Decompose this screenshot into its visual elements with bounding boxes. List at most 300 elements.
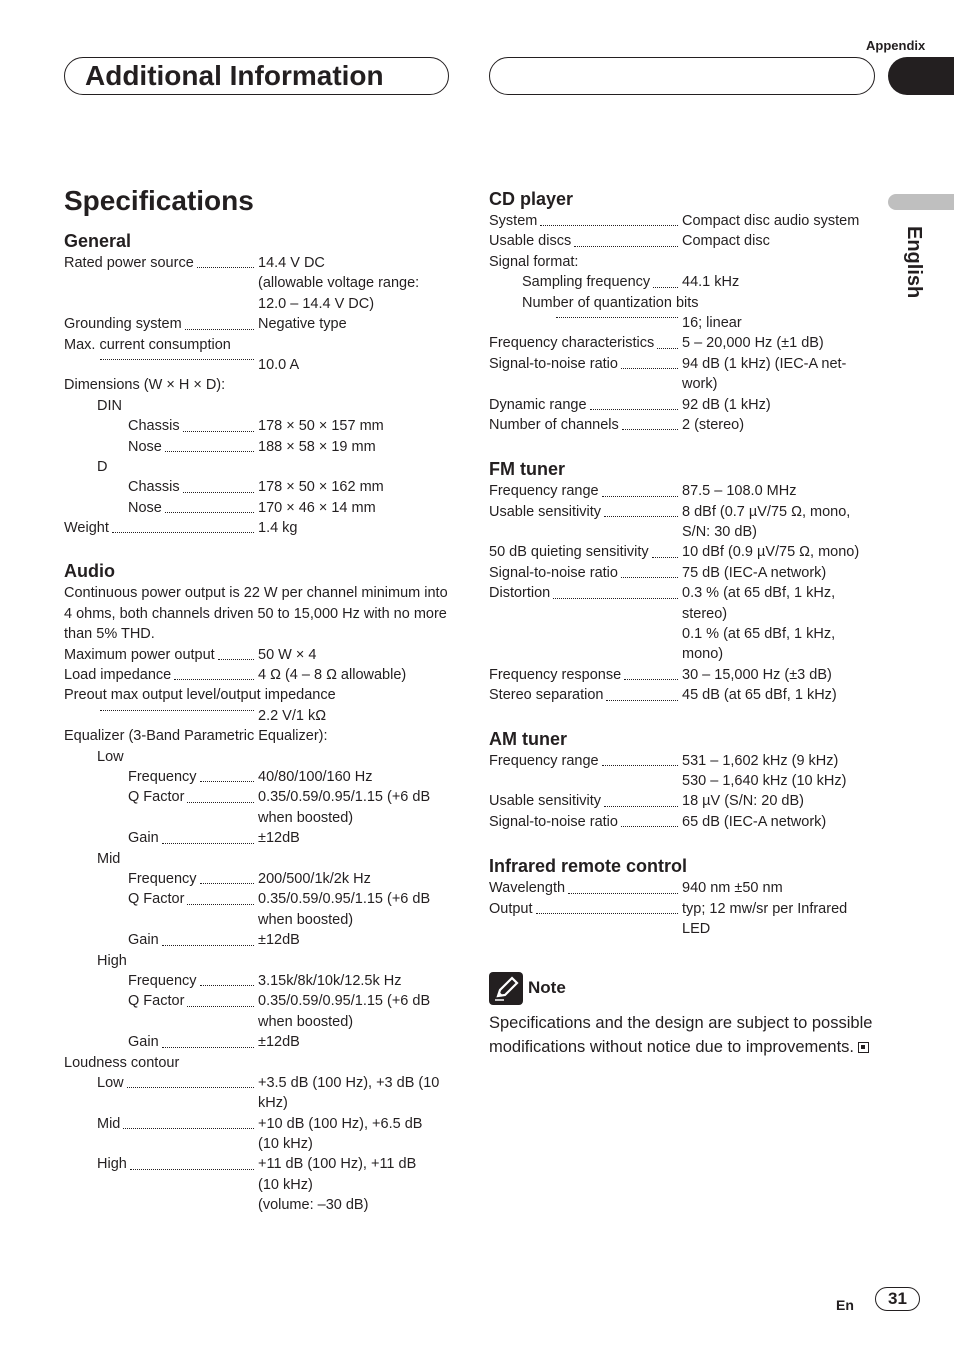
- spec-row: [489, 583, 879, 603]
- spec-row: [489, 415, 879, 435]
- spec-label: [97, 1114, 254, 1134]
- spec-value: (10 kHz): [258, 1176, 313, 1193]
- spec-value: 92 dB (1 kHz): [682, 396, 771, 413]
- spec-value: 2 (stereo): [682, 416, 745, 433]
- spec-label: [97, 706, 254, 716]
- spec-row: [64, 1032, 454, 1052]
- spec-value: when boosted): [258, 809, 354, 826]
- spec-label: [128, 889, 254, 909]
- spec-row: [64, 1012, 454, 1032]
- spec-value: 75 dB (IEC-A network): [682, 564, 827, 581]
- spec-row: [64, 375, 454, 395]
- spec-row: [64, 457, 454, 477]
- spec-label-text: Low: [97, 1073, 127, 1093]
- spec-label-text: Gain: [128, 1032, 162, 1052]
- spec-value: work): [682, 376, 718, 393]
- spec-row: [64, 1093, 454, 1113]
- am-tuner-spec-list: [489, 751, 879, 833]
- spec-label-text: Frequency response: [489, 665, 624, 685]
- dot-leader: [123, 1124, 254, 1129]
- cd-player-spec-list: [489, 211, 879, 435]
- spec-row: [489, 542, 879, 562]
- dot-leader: [197, 263, 254, 268]
- spec-row: [489, 333, 879, 353]
- spec-row: [489, 522, 879, 542]
- spec-label-text: Mid: [97, 1114, 123, 1134]
- spec-label: [522, 293, 702, 313]
- spec-row: [64, 437, 454, 457]
- spec-value: 0.35/0.59/0.95/1.15 (+6 dB: [258, 789, 431, 806]
- spec-label-text: Nose: [128, 498, 165, 518]
- dot-leader: [621, 573, 678, 578]
- spec-row: [64, 849, 454, 869]
- spec-label-text: Frequency characteristics: [489, 333, 657, 353]
- spec-row: [489, 791, 879, 811]
- spec-value: 30 – 15,000 Hz (±3 dB): [682, 666, 832, 683]
- spec-row: [64, 1154, 454, 1174]
- spec-label: [522, 272, 678, 292]
- spec-label: [489, 685, 678, 705]
- spec-label-text: 50 dB quieting sensitivity: [489, 542, 652, 562]
- spec-row: [64, 869, 454, 889]
- spec-value: 10 dBf (0.9 µV/75 Ω, mono): [682, 544, 860, 561]
- spec-label: [553, 313, 678, 323]
- spec-label: [97, 1073, 254, 1093]
- spec-label: [64, 645, 254, 665]
- spec-value: 16; linear: [682, 314, 742, 331]
- spec-label-text: Gain: [128, 930, 162, 950]
- spec-value: 50 W × 4: [258, 646, 317, 663]
- spec-row: [489, 685, 879, 705]
- spec-label-text: Sampling frequency: [522, 272, 653, 292]
- spec-row: [64, 1114, 454, 1134]
- spec-label: [97, 396, 125, 416]
- spec-row: [489, 878, 879, 898]
- spec-label-text: Weight: [64, 518, 112, 538]
- cd-player-heading: CD player: [489, 189, 574, 209]
- spec-label-text: Nose: [128, 437, 165, 457]
- spec-value: LED: [682, 920, 711, 937]
- spec-label-text: Gain: [128, 828, 162, 848]
- spec-label-text: Distortion: [489, 583, 553, 603]
- spec-value: stereo): [682, 605, 728, 622]
- spec-label: [489, 542, 678, 562]
- spec-label-text: Frequency: [128, 971, 200, 991]
- spec-label: [128, 437, 254, 457]
- spec-value: 0.1 % (at 65 dBf, 1 kHz,: [682, 626, 836, 643]
- spec-row: [489, 563, 879, 583]
- spec-value: 0.35/0.59/0.95/1.15 (+6 dB: [258, 891, 431, 908]
- spec-row: [64, 910, 454, 930]
- right-column: [489, 187, 879, 939]
- spec-value: Compact disc audio system: [682, 213, 860, 229]
- spec-row: [489, 252, 879, 272]
- spec-value: 4 Ω (4 – 8 Ω allowable): [258, 667, 407, 684]
- spec-row: [64, 273, 454, 293]
- spec-label-text: Usable sensitivity: [489, 791, 604, 811]
- spec-row: [489, 395, 879, 415]
- spec-row: [489, 604, 879, 624]
- spec-label: [64, 1053, 182, 1073]
- note-body: Specifications and the design are subject to possible modifications without notice due to improvements.: [489, 1014, 873, 1056]
- spec-label: [489, 791, 678, 811]
- spec-label-text: Usable sensitivity: [489, 502, 604, 522]
- spec-label-text: Load impedance: [64, 665, 174, 685]
- spec-label-text: Rated power source: [64, 253, 197, 273]
- spec-row: [64, 991, 454, 1011]
- spec-row: [64, 498, 454, 518]
- note-label: Note: [528, 978, 566, 997]
- spec-label-text: Maximum power output: [64, 645, 218, 665]
- spec-label-text: Usable discs: [489, 231, 574, 251]
- spec-row: [489, 751, 879, 771]
- spec-value: when boosted): [258, 911, 354, 928]
- spec-row: [64, 416, 454, 436]
- spec-label: [128, 1032, 254, 1052]
- spec-row: [64, 355, 454, 375]
- spec-value: 940 nm ±50 nm: [682, 880, 783, 897]
- side-language-label: English: [903, 226, 925, 299]
- spec-label-text: Chassis: [128, 416, 183, 436]
- spec-value: 94 dB (1 kHz) (IEC-A net-: [682, 355, 847, 372]
- spec-value: 531 – 1,602 kHz (9 kHz): [682, 752, 839, 769]
- spec-row: [489, 899, 879, 919]
- spec-row: [64, 1195, 454, 1215]
- spec-label: [64, 253, 254, 273]
- spec-row: [489, 293, 879, 313]
- spec-label: [489, 231, 678, 251]
- spec-label: [128, 787, 254, 807]
- spec-label-text: Output: [489, 899, 536, 919]
- spec-value: 3.15k/8k/10k/12.5k Hz: [258, 972, 402, 989]
- dot-leader: [604, 512, 678, 517]
- spec-value: kHz): [258, 1095, 288, 1112]
- spec-row: [489, 481, 879, 501]
- spec-label: [64, 518, 254, 538]
- footer-language: En: [836, 1297, 854, 1313]
- spec-label: [128, 498, 254, 518]
- dot-leader: [200, 777, 254, 782]
- spec-row: [64, 314, 454, 334]
- spec-value: 2.2 V/1 kΩ: [258, 707, 327, 724]
- spec-value: 14.4 V DC: [258, 255, 325, 271]
- audio-heading: Audio: [64, 561, 115, 582]
- spec-label: [128, 930, 254, 950]
- spec-value: +3.5 dB (100 Hz), +3 dB (10: [258, 1074, 440, 1091]
- side-tab-marker: [888, 194, 954, 210]
- dot-leader: [553, 594, 678, 599]
- dot-leader: [621, 822, 678, 827]
- dot-leader: [130, 1165, 254, 1170]
- header-tab: [888, 57, 954, 95]
- spec-label: [64, 685, 339, 705]
- spec-value: 40/80/100/160 Hz: [258, 769, 373, 786]
- spec-label-text: Signal-to-noise ratio: [489, 812, 621, 832]
- spec-label-text: Signal-to-noise ratio: [489, 354, 621, 374]
- spec-label-text: Chassis: [128, 477, 183, 497]
- dot-leader: [183, 427, 254, 432]
- header-blank-frame: [489, 57, 875, 95]
- spec-value: typ; 12 mw/sr per Infrared: [682, 900, 848, 917]
- spec-row: [489, 374, 879, 394]
- spec-row: [64, 253, 454, 273]
- spec-row: [64, 951, 454, 971]
- spec-value: 10.0 A: [258, 356, 300, 373]
- spec-row: [64, 685, 454, 705]
- spec-label: [97, 355, 254, 365]
- dot-leader: [604, 802, 678, 807]
- spec-label-text: Max. current consumption: [64, 335, 234, 355]
- spec-value: (allowable voltage range:: [258, 275, 420, 292]
- spec-label: [489, 751, 678, 771]
- dot-leader: [602, 761, 678, 766]
- spec-value: mono): [682, 646, 724, 663]
- spec-label-text: Signal format:: [489, 252, 581, 272]
- spec-label: [489, 333, 678, 353]
- am-tuner-heading: AM tuner: [489, 728, 567, 749]
- dot-leader: [127, 1083, 254, 1088]
- spec-row: [64, 889, 454, 909]
- spec-row: [64, 706, 454, 726]
- audio-spec-list: [64, 645, 454, 1216]
- spec-label: [489, 415, 678, 435]
- spec-label-text: Frequency range: [489, 481, 602, 501]
- spec-value: 0.35/0.59/0.95/1.15 (+6 dB: [258, 993, 431, 1010]
- spec-value: 188 × 58 × 19 mm: [258, 438, 376, 455]
- audio-intro: Continuous power output is 22 W per channel minimum into 4 ohms, both channels driven 50 to 15,000 Hz with no more than 5% THD.: [64, 585, 448, 643]
- spec-label: [489, 878, 678, 898]
- spec-value: 45 dB (at 65 dBf, 1 kHz): [682, 687, 837, 704]
- spec-row: [489, 665, 879, 685]
- spec-row: [64, 808, 454, 828]
- appendix-label: Appendix: [866, 38, 926, 53]
- dot-leader: [622, 425, 678, 430]
- spec-row: [64, 930, 454, 950]
- note-text: [489, 1012, 874, 1059]
- dot-leader: [652, 553, 678, 558]
- dot-leader: [200, 981, 254, 986]
- spec-value: 12.0 – 14.4 V DC): [258, 295, 375, 312]
- general-heading: General: [64, 231, 132, 251]
- spec-row: [64, 747, 454, 767]
- spec-value: 44.1 kHz: [682, 274, 740, 291]
- dot-leader: [100, 706, 254, 711]
- dot-leader: [187, 1002, 254, 1007]
- dot-leader: [556, 313, 678, 318]
- spec-label: [64, 726, 331, 746]
- dot-leader: [187, 900, 254, 905]
- dot-leader: [187, 798, 254, 803]
- spec-label-text: Loudness contour: [64, 1053, 182, 1073]
- spec-row: [489, 272, 879, 292]
- dot-leader: [624, 675, 678, 680]
- section-title: Additional Information: [85, 60, 384, 91]
- spec-label: [128, 828, 254, 848]
- spec-value: 178 × 50 × 162 mm: [258, 479, 384, 496]
- fm-tuner-spec-list: [489, 481, 879, 705]
- dot-leader: [112, 528, 254, 533]
- spec-row: [489, 313, 879, 333]
- spec-value: Negative type: [258, 316, 347, 333]
- spec-label: [128, 416, 254, 436]
- spec-label: [64, 375, 228, 395]
- spec-label-text: Dynamic range: [489, 395, 590, 415]
- spec-label-text: Number of quantization bits: [522, 293, 702, 313]
- spec-label: [64, 335, 234, 355]
- dot-leader: [621, 364, 678, 369]
- spec-label: [97, 849, 123, 869]
- spec-value: 18 µV (S/N: 20 dB): [682, 793, 804, 810]
- spec-label: [64, 314, 254, 334]
- dot-leader: [574, 242, 678, 247]
- spec-label: [489, 481, 678, 501]
- spec-label: [97, 951, 130, 971]
- spec-label: [489, 899, 678, 919]
- dot-leader: [653, 283, 678, 288]
- spec-row: [64, 1175, 454, 1195]
- spec-label: [128, 767, 254, 787]
- dot-leader: [185, 325, 254, 330]
- spec-row: [489, 812, 879, 832]
- spec-row: [64, 787, 454, 807]
- spec-row: [64, 767, 454, 787]
- spec-value: (volume: –30 dB): [258, 1197, 369, 1214]
- dot-leader: [165, 508, 254, 513]
- spec-label: [489, 211, 678, 231]
- spec-label: [489, 665, 678, 685]
- spec-row: [64, 294, 454, 314]
- spec-label: [489, 252, 581, 272]
- spec-label-text: Grounding system: [64, 314, 185, 334]
- spec-row: [64, 828, 454, 848]
- spec-value: 65 dB (IEC-A network): [682, 813, 827, 830]
- spec-label-text: D: [97, 457, 110, 477]
- spec-row: [489, 354, 879, 374]
- spec-value: +11 dB (100 Hz), +11 dB: [258, 1156, 417, 1173]
- spec-value: 200/500/1k/2k Hz: [258, 870, 371, 887]
- spec-label: [489, 563, 678, 583]
- spec-label: [128, 971, 254, 991]
- spec-row: [64, 1134, 454, 1154]
- spec-label: [97, 1154, 254, 1174]
- spec-row: [64, 726, 454, 746]
- dot-leader: [162, 839, 254, 844]
- spec-row: [489, 771, 879, 791]
- spec-row: [64, 335, 454, 355]
- remote-spec-list: [489, 878, 879, 939]
- note-pencil-icon: [489, 972, 523, 1005]
- end-mark-icon: [858, 1042, 869, 1053]
- spec-row: [64, 645, 454, 665]
- spec-label: [489, 583, 678, 603]
- spec-label-text: Q Factor: [128, 991, 187, 1011]
- spec-value: 1.4 kg: [258, 520, 298, 537]
- spec-row: [64, 477, 454, 497]
- spec-row: [489, 644, 879, 664]
- left-column: [64, 229, 454, 1216]
- spec-label-text: Mid: [97, 849, 123, 869]
- spec-label-text: Stereo separation: [489, 685, 606, 705]
- spec-value: 87.5 – 108.0 MHz: [682, 483, 797, 500]
- spec-label-text: Wavelength: [489, 878, 568, 898]
- spec-label: [128, 991, 254, 1011]
- spec-value: ±12dB: [258, 932, 300, 949]
- dot-leader: [657, 344, 678, 349]
- spec-label-text: Low: [97, 747, 127, 767]
- dot-leader: [162, 1043, 254, 1048]
- spec-value: when boosted): [258, 1013, 354, 1030]
- spec-label-text: System: [489, 211, 540, 231]
- spec-label-text: Preout max output level/output impedance: [64, 685, 339, 705]
- dot-leader: [174, 675, 254, 680]
- spec-label-text: High: [97, 1154, 130, 1174]
- spec-label-text: Equalizer (3-Band Parametric Equalizer):: [64, 726, 331, 746]
- spec-value: 178 × 50 × 157 mm: [258, 418, 384, 435]
- spec-label: [489, 395, 678, 415]
- spec-value: Compact disc: [682, 233, 770, 250]
- spec-label: [489, 354, 678, 374]
- spec-label-text: Frequency: [128, 869, 200, 889]
- page-number: 31: [875, 1287, 920, 1311]
- spec-value: 170 × 46 × 14 mm: [258, 499, 376, 516]
- spec-value: 530 – 1,640 kHz (10 kHz): [682, 772, 847, 789]
- spec-label-text: Q Factor: [128, 787, 187, 807]
- spec-row: [64, 971, 454, 991]
- spec-label-text: Dimensions (W × H × D):: [64, 375, 228, 395]
- spec-label-text: Q Factor: [128, 889, 187, 909]
- spec-row: [489, 919, 879, 939]
- spec-label: [128, 869, 254, 889]
- dot-leader: [162, 941, 254, 946]
- spec-row: [489, 502, 879, 522]
- dot-leader: [218, 655, 254, 660]
- spec-row: [64, 665, 454, 685]
- fm-tuner-heading: FM tuner: [489, 459, 565, 480]
- spec-label: [64, 665, 254, 685]
- dot-leader: [183, 488, 254, 493]
- spec-label: [489, 812, 678, 832]
- spec-label-text: Signal-to-noise ratio: [489, 563, 621, 583]
- spec-value: +10 dB (100 Hz), +6.5 dB: [258, 1115, 423, 1132]
- dot-leader: [165, 447, 254, 452]
- spec-label-text: High: [97, 951, 130, 971]
- spec-row: [489, 211, 879, 231]
- spec-row: [489, 231, 879, 251]
- spec-row: [489, 624, 879, 644]
- spec-row: [64, 1053, 454, 1073]
- spec-value: ±12dB: [258, 1034, 300, 1051]
- dot-leader: [602, 492, 678, 497]
- spec-value: ±12dB: [258, 830, 300, 847]
- spec-row: [64, 1073, 454, 1093]
- dot-leader: [536, 909, 678, 914]
- spec-value: 5 – 20,000 Hz (±1 dB): [682, 335, 824, 352]
- dot-leader: [606, 696, 678, 701]
- dot-leader: [200, 879, 254, 884]
- side-language-tab: [893, 226, 927, 306]
- spec-value: (10 kHz): [258, 1136, 313, 1153]
- spec-label-text: Frequency: [128, 767, 200, 787]
- remote-heading: Infrared remote control: [489, 856, 688, 877]
- spec-label: [97, 747, 127, 767]
- page-title: Specifications: [64, 185, 254, 216]
- spec-label: [97, 457, 110, 477]
- dot-leader: [100, 355, 254, 360]
- dot-leader: [590, 405, 678, 410]
- spec-row: [64, 518, 454, 538]
- dot-leader: [540, 221, 678, 226]
- spec-value: S/N: 30 dB): [682, 524, 757, 541]
